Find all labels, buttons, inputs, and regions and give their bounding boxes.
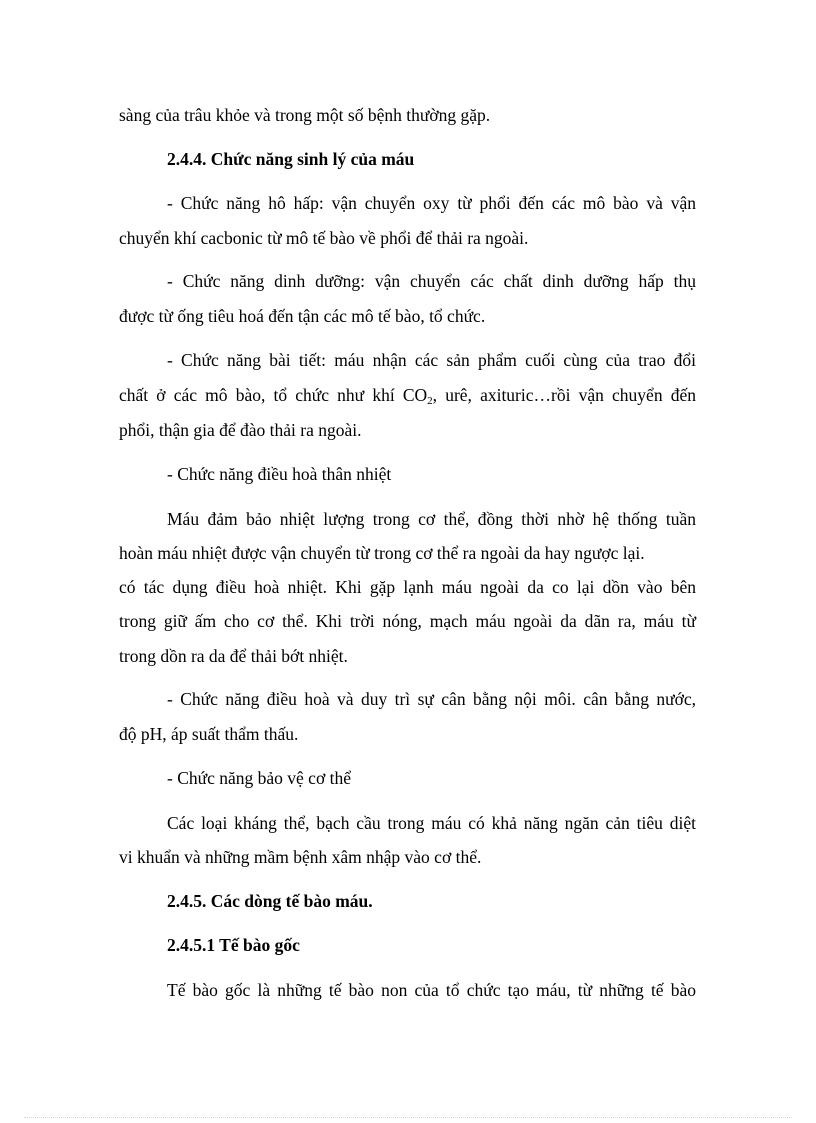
text-span: , urê, axituric…rồi vận chuyển đến [432,385,696,405]
page-footer-rule [24,1117,792,1118]
section-heading-2-4-5: 2.4.5. Các dòng tế bào máu. [167,891,373,911]
paragraph-line: Tế bào gốc là những tế bào non của tổ chức tạo máu, từ những tế bào [167,980,696,1000]
paragraph-line: Các loại kháng thể, bạch cầu trong máu có khả năng ngăn cản tiêu diệt [167,813,696,833]
paragraph-line: sàng của trâu khỏe và trong một số bệnh thường gặp. [119,105,491,125]
paragraph-line: phổi, thận gia để đào thải ra ngoài. [119,420,362,440]
paragraph-line: chuyển khí cacbonic từ mô tế bào về phổi để thải ra ngoài. [119,228,529,248]
paragraph-line: - Chức năng hô hấp: vận chuyển oxy từ phổi đến các mô bào và vận [167,193,696,213]
paragraph-line: - Chức năng bài tiết: máu nhận các sản phẩm cuối cùng của trao đổi [167,350,696,370]
paragraph-line: Máu đảm bảo nhiệt lượng trong cơ thể, đồng thời nhờ hệ thống tuần [167,509,696,529]
paragraph-line: vi khuẩn và những mầm bệnh xâm nhập vào cơ thể. [119,847,482,867]
text-span: chất ở các mô bào, tổ chức như khí CO [119,385,428,405]
paragraph-line: trong dồn ra da để thải bớt nhiệt. [119,646,348,666]
paragraph-line: hoàn máu nhiệt được vận chuyển từ trong cơ thể ra ngoài da hay ngược lại. [119,543,645,563]
paragraph-line: được từ ống tiêu hoá đến tận các mô tế bào, tổ chức. [119,306,486,326]
paragraph-line: - Chức năng bảo vệ cơ thể [167,768,351,788]
paragraph-line: - Chức năng điều hoà và duy trì sự cân bằng nội môi. cân bằng nước, [167,689,696,709]
paragraph-line [119,384,696,406]
paragraph-line: có tác dụng điều hoà nhiệt. Khi gặp lạnh máu ngoài da co lại dồn vào bên [119,577,696,597]
paragraph-line: độ pH, áp suất thẩm thấu. [119,724,299,744]
subscript-2: 2 [427,395,433,407]
paragraph-line: trong giữ ấm cho cơ thể. Khi trời nóng, mạch máu ngoài da dãn ra, máu từ [119,611,696,631]
paragraph-line: - Chức năng dinh dưỡng: vận chuyển các chất dinh dưỡng hấp thụ [167,271,696,291]
paragraph-line: - Chức năng điều hoà thân nhiệt [167,464,392,484]
section-heading-2-4-4: 2.4.4. Chức năng sinh lý của máu [167,149,415,169]
section-heading-2-4-5-1: 2.4.5.1 Tế bào gốc [167,935,300,955]
